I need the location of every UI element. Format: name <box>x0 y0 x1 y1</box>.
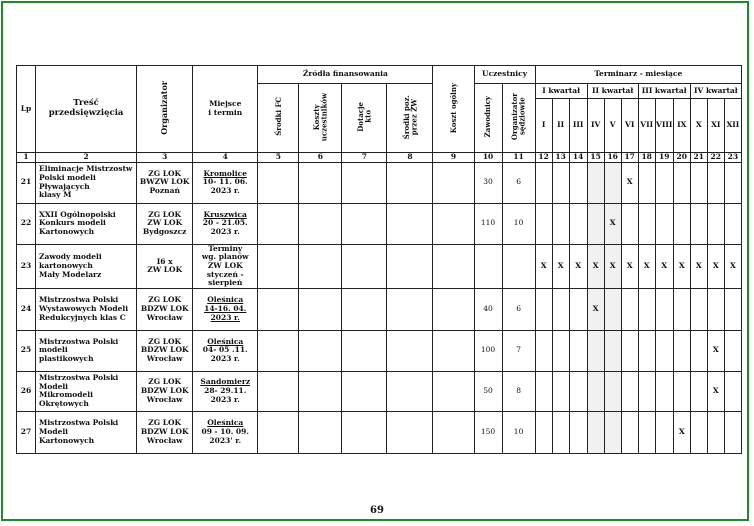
month-cell <box>673 244 690 288</box>
header-lp: Lp <box>17 66 36 153</box>
place-name: Oleśnica <box>207 418 244 428</box>
row-lp: 27 <box>17 411 36 453</box>
month-cell <box>587 411 604 453</box>
row-organizator: I6 x ZW LOK <box>137 244 193 288</box>
month-mark: X <box>729 260 736 270</box>
month-cell <box>655 288 673 330</box>
month-cell <box>604 244 621 288</box>
row-sedziowie: 10 <box>502 203 535 244</box>
month-mark: X <box>643 260 650 270</box>
empty-cell <box>342 411 387 453</box>
month-cell <box>655 411 673 453</box>
month-cell <box>604 371 621 411</box>
month-cell <box>673 288 690 330</box>
month-cell <box>587 203 604 244</box>
row-tresc: Mistrzostwa Polski Modeli Kartonowych <box>36 411 137 453</box>
month-cell <box>673 411 690 453</box>
empty-cell <box>342 330 387 371</box>
row-organizator: ZG LOK BDZW LOK Wrocław <box>137 371 193 411</box>
empty-cell <box>387 330 433 371</box>
month-cell <box>569 244 587 288</box>
month-cell <box>690 371 707 411</box>
month-cell <box>655 203 673 244</box>
month-cell <box>724 371 741 411</box>
column-number: 11 <box>502 153 535 163</box>
row-tresc: XXII Ogólnopolski Konkurs modeli Kartonowych <box>36 203 137 244</box>
header-organizator: Organizator <box>137 66 193 153</box>
row-zawodnicy <box>474 244 502 288</box>
month-cell <box>535 203 552 244</box>
row-lp: 21 <box>17 162 36 203</box>
page-number: 69 <box>370 505 384 516</box>
empty-cell <box>387 411 433 453</box>
row-tresc: Mistrzostwa Polski Modeli Mikromodeli Okrętowych <box>36 371 137 411</box>
column-number: 16 <box>604 153 621 163</box>
month-cell <box>690 203 707 244</box>
header-zrodla: Źródła finansowania <box>258 66 433 84</box>
month-cell <box>707 288 724 330</box>
row-zawodnicy: 50 <box>474 371 502 411</box>
month-mark: X <box>626 177 633 187</box>
row-miejsce <box>193 371 258 411</box>
month-mark: X <box>592 260 599 270</box>
header-fin-fc: Środki FC <box>258 84 299 153</box>
column-number: 4 <box>193 153 258 163</box>
header-month: XII <box>724 99 741 153</box>
month-cell <box>535 330 552 371</box>
month-cell <box>569 203 587 244</box>
column-number: 12 <box>535 153 552 163</box>
month-cell <box>673 371 690 411</box>
header-month: V <box>604 99 621 153</box>
row-lp: 24 <box>17 288 36 330</box>
table-row <box>17 203 742 244</box>
month-cell <box>638 411 655 453</box>
place-name: Kruszwica <box>203 209 247 219</box>
month-mark: X <box>575 260 582 270</box>
row-sedziowie: 6 <box>502 288 535 330</box>
month-mark: X <box>609 218 616 228</box>
empty-cell <box>258 244 299 288</box>
column-number: 13 <box>552 153 569 163</box>
row-miejsce <box>193 411 258 453</box>
row-lp: 26 <box>17 371 36 411</box>
month-cell <box>673 330 690 371</box>
month-cell <box>552 330 569 371</box>
month-cell <box>621 162 638 203</box>
month-cell <box>638 371 655 411</box>
row-zawodnicy: 30 <box>474 162 502 203</box>
month-cell <box>638 288 655 330</box>
empty-cell <box>258 411 299 453</box>
month-cell <box>673 203 690 244</box>
column-number: 21 <box>690 153 707 163</box>
month-cell <box>569 162 587 203</box>
empty-cell <box>299 244 342 288</box>
table-row <box>17 244 742 288</box>
row-miejsce <box>193 330 258 371</box>
header-miejsce: Miejsce i termin <box>193 66 258 153</box>
place-name: Oleśnica <box>207 336 244 346</box>
month-cell <box>587 330 604 371</box>
month-cell <box>724 330 741 371</box>
row-sedziowie: 6 <box>502 162 535 203</box>
month-cell <box>569 371 587 411</box>
month-mark: X <box>712 260 719 270</box>
header-month: II <box>552 99 569 153</box>
header-month: III <box>569 99 587 153</box>
row-lp: 25 <box>17 330 36 371</box>
month-mark: X <box>712 345 719 355</box>
row-organizator: ZG LOK BDZW LOK Wrocław <box>137 288 193 330</box>
row-organizator: ZG LOK ZW LOK Bydgoszcz <box>137 203 193 244</box>
month-cell <box>587 288 604 330</box>
empty-cell <box>433 371 474 411</box>
column-number: 17 <box>621 153 638 163</box>
month-cell <box>552 162 569 203</box>
month-cell <box>604 411 621 453</box>
header-month: VI <box>621 99 638 153</box>
empty-cell <box>299 330 342 371</box>
empty-cell <box>342 371 387 411</box>
row-organizator: ZG LOK BDZW LOK Wrocław <box>137 330 193 371</box>
row-tresc: Zawody modeli kartonowych Mały Modelarz <box>36 244 137 288</box>
column-number: 18 <box>638 153 655 163</box>
empty-cell <box>299 203 342 244</box>
place-name: Oleśnica 14-16. 04. 2023 r. <box>204 295 247 322</box>
header-tresc: Treść przedsięwzięcia <box>36 66 137 153</box>
month-mark: X <box>712 385 719 395</box>
month-mark: X <box>609 260 616 270</box>
month-cell <box>621 411 638 453</box>
column-number: 22 <box>707 153 724 163</box>
header-kwartal-4: IV kwartał <box>690 84 741 99</box>
month-cell <box>707 411 724 453</box>
month-cell <box>552 288 569 330</box>
place-date: 10- 11. 06. 2023 r. <box>202 177 248 195</box>
month-cell <box>655 371 673 411</box>
header-zawodnicy: Zawodnicy <box>474 84 502 153</box>
place-date: 09 - 10. 09. 2023' r. <box>201 426 249 445</box>
column-number: 23 <box>724 153 741 163</box>
row-tresc: Mistrzostwa Polski modeli plastikowych <box>36 330 137 371</box>
month-cell <box>655 244 673 288</box>
row-miejsce <box>193 162 258 203</box>
header-month: I <box>535 99 552 153</box>
month-cell <box>724 162 741 203</box>
month-cell <box>638 203 655 244</box>
row-tresc: Eliminacje Mistrzostw Polski modeli Pływających klasy M <box>36 162 137 203</box>
header-uczestnicy: Uczestnicy <box>474 66 535 84</box>
row-lp: 22 <box>17 203 36 244</box>
month-cell <box>621 288 638 330</box>
row-zawodnicy: 110 <box>474 203 502 244</box>
month-cell <box>621 371 638 411</box>
empty-cell <box>258 162 299 203</box>
month-cell <box>569 288 587 330</box>
month-cell <box>621 203 638 244</box>
column-number: 19 <box>655 153 673 163</box>
row-sedziowie: 7 <box>502 330 535 371</box>
column-number: 2 <box>36 153 137 163</box>
month-cell <box>552 371 569 411</box>
column-number: 9 <box>433 153 474 163</box>
table-row <box>17 162 742 203</box>
column-number-row <box>17 153 742 163</box>
row-miejsce <box>193 203 258 244</box>
header-kwartal-1: I kwartał <box>535 84 587 99</box>
column-number: 1 <box>17 153 36 163</box>
header-sedziowie: Organizator sędziowie <box>502 84 535 153</box>
empty-cell <box>433 162 474 203</box>
month-cell <box>655 330 673 371</box>
month-cell <box>535 288 552 330</box>
column-number: 20 <box>673 153 690 163</box>
empty-cell <box>342 288 387 330</box>
column-number: 8 <box>387 153 433 163</box>
empty-cell <box>387 288 433 330</box>
empty-cell <box>433 288 474 330</box>
empty-cell <box>258 288 299 330</box>
month-mark: X <box>678 260 685 270</box>
place-name: Kromolice <box>203 168 247 178</box>
column-number: 7 <box>342 153 387 163</box>
empty-cell <box>387 244 433 288</box>
month-mark: X <box>695 260 702 270</box>
header-month: VIII <box>655 99 673 153</box>
empty-cell <box>433 330 474 371</box>
month-cell <box>621 244 638 288</box>
place-name: Sandomierz <box>200 377 251 387</box>
month-cell <box>724 203 741 244</box>
month-cell <box>638 330 655 371</box>
empty-cell <box>342 244 387 288</box>
month-cell <box>604 330 621 371</box>
row-miejsce <box>193 288 258 330</box>
column-number: 5 <box>258 153 299 163</box>
month-mark: X <box>661 260 668 270</box>
column-number: 15 <box>587 153 604 163</box>
column-number: 10 <box>474 153 502 163</box>
schedule-table <box>16 65 742 454</box>
row-organizator: ZG LOK BWZW LOK Poznań <box>137 162 193 203</box>
month-cell <box>604 162 621 203</box>
month-cell <box>587 162 604 203</box>
month-cell <box>604 203 621 244</box>
month-cell <box>587 244 604 288</box>
place-date: Terminy wg. planów ZW LOK styczeń - sierpień <box>201 244 249 288</box>
row-sedziowie <box>502 244 535 288</box>
place-date: 04- 05 .11. 2023 r. <box>202 345 248 364</box>
month-cell <box>707 162 724 203</box>
month-mark: X <box>678 426 685 436</box>
month-cell <box>587 371 604 411</box>
month-mark: X <box>540 260 547 270</box>
month-mark: X <box>626 260 633 270</box>
month-cell <box>569 411 587 453</box>
month-cell <box>724 288 741 330</box>
empty-cell <box>258 330 299 371</box>
place-date: 20 - 21.05. 2023 r. <box>202 218 248 236</box>
row-zawodnicy: 150 <box>474 411 502 453</box>
month-mark: X <box>592 303 599 313</box>
month-cell <box>707 330 724 371</box>
header-terminarz: Terminarz - miesiące <box>535 66 741 84</box>
row-zawodnicy: 40 <box>474 288 502 330</box>
header-fin-koszty: Koszty uczestników <box>299 84 342 153</box>
empty-cell <box>299 162 342 203</box>
header-fin-srodki: Środki poz. przez ZW <box>387 84 433 153</box>
row-miejsce <box>193 244 258 288</box>
month-cell <box>535 162 552 203</box>
empty-cell <box>299 288 342 330</box>
month-cell <box>638 244 655 288</box>
month-cell <box>535 244 552 288</box>
month-cell <box>552 411 569 453</box>
month-cell <box>535 371 552 411</box>
header-fin-dotacje: Dotacje kto <box>342 84 387 153</box>
empty-cell <box>433 244 474 288</box>
month-mark: X <box>557 260 564 270</box>
empty-cell <box>342 203 387 244</box>
row-zawodnicy: 100 <box>474 330 502 371</box>
empty-cell <box>258 371 299 411</box>
empty-cell <box>387 371 433 411</box>
header-month: VII <box>638 99 655 153</box>
month-cell <box>655 162 673 203</box>
month-cell <box>690 244 707 288</box>
empty-cell <box>299 411 342 453</box>
month-cell <box>569 330 587 371</box>
header-month: XI <box>707 99 724 153</box>
column-number: 6 <box>299 153 342 163</box>
month-cell <box>690 411 707 453</box>
month-cell <box>690 288 707 330</box>
row-sedziowie: 10 <box>502 411 535 453</box>
month-cell <box>690 162 707 203</box>
month-cell <box>707 203 724 244</box>
table-row <box>17 288 742 330</box>
month-cell <box>707 371 724 411</box>
empty-cell <box>433 411 474 453</box>
table-row <box>17 411 742 453</box>
table-row <box>17 330 742 371</box>
header-kwartal-2: II kwartał <box>587 84 638 99</box>
header-month: IV <box>587 99 604 153</box>
header-month: X <box>690 99 707 153</box>
empty-cell <box>387 203 433 244</box>
empty-cell <box>258 203 299 244</box>
empty-cell <box>342 162 387 203</box>
row-organizator: ZG LOK BDZW LOK Wrocław <box>137 411 193 453</box>
month-cell <box>673 162 690 203</box>
place-date: 28- 29.11. 2023 r. <box>204 385 247 404</box>
header-kwartal-3: III kwartał <box>638 84 690 99</box>
column-number: 3 <box>137 153 193 163</box>
header-koszt: Koszt ogólny <box>433 66 474 153</box>
column-number: 14 <box>569 153 587 163</box>
month-cell <box>724 411 741 453</box>
month-cell <box>604 288 621 330</box>
month-cell <box>621 330 638 371</box>
month-cell <box>638 162 655 203</box>
header-month: IX <box>673 99 690 153</box>
row-sedziowie: 8 <box>502 371 535 411</box>
month-cell <box>552 203 569 244</box>
table-row <box>17 371 742 411</box>
month-cell <box>552 244 569 288</box>
month-cell <box>724 244 741 288</box>
month-cell <box>707 244 724 288</box>
row-tresc: Mistrzostwa Polski Wystawowych Modeli Redukcyjnych klas C <box>36 288 137 330</box>
empty-cell <box>433 203 474 244</box>
empty-cell <box>299 371 342 411</box>
month-cell <box>535 411 552 453</box>
row-lp: 23 <box>17 244 36 288</box>
month-cell <box>690 330 707 371</box>
empty-cell <box>387 162 433 203</box>
